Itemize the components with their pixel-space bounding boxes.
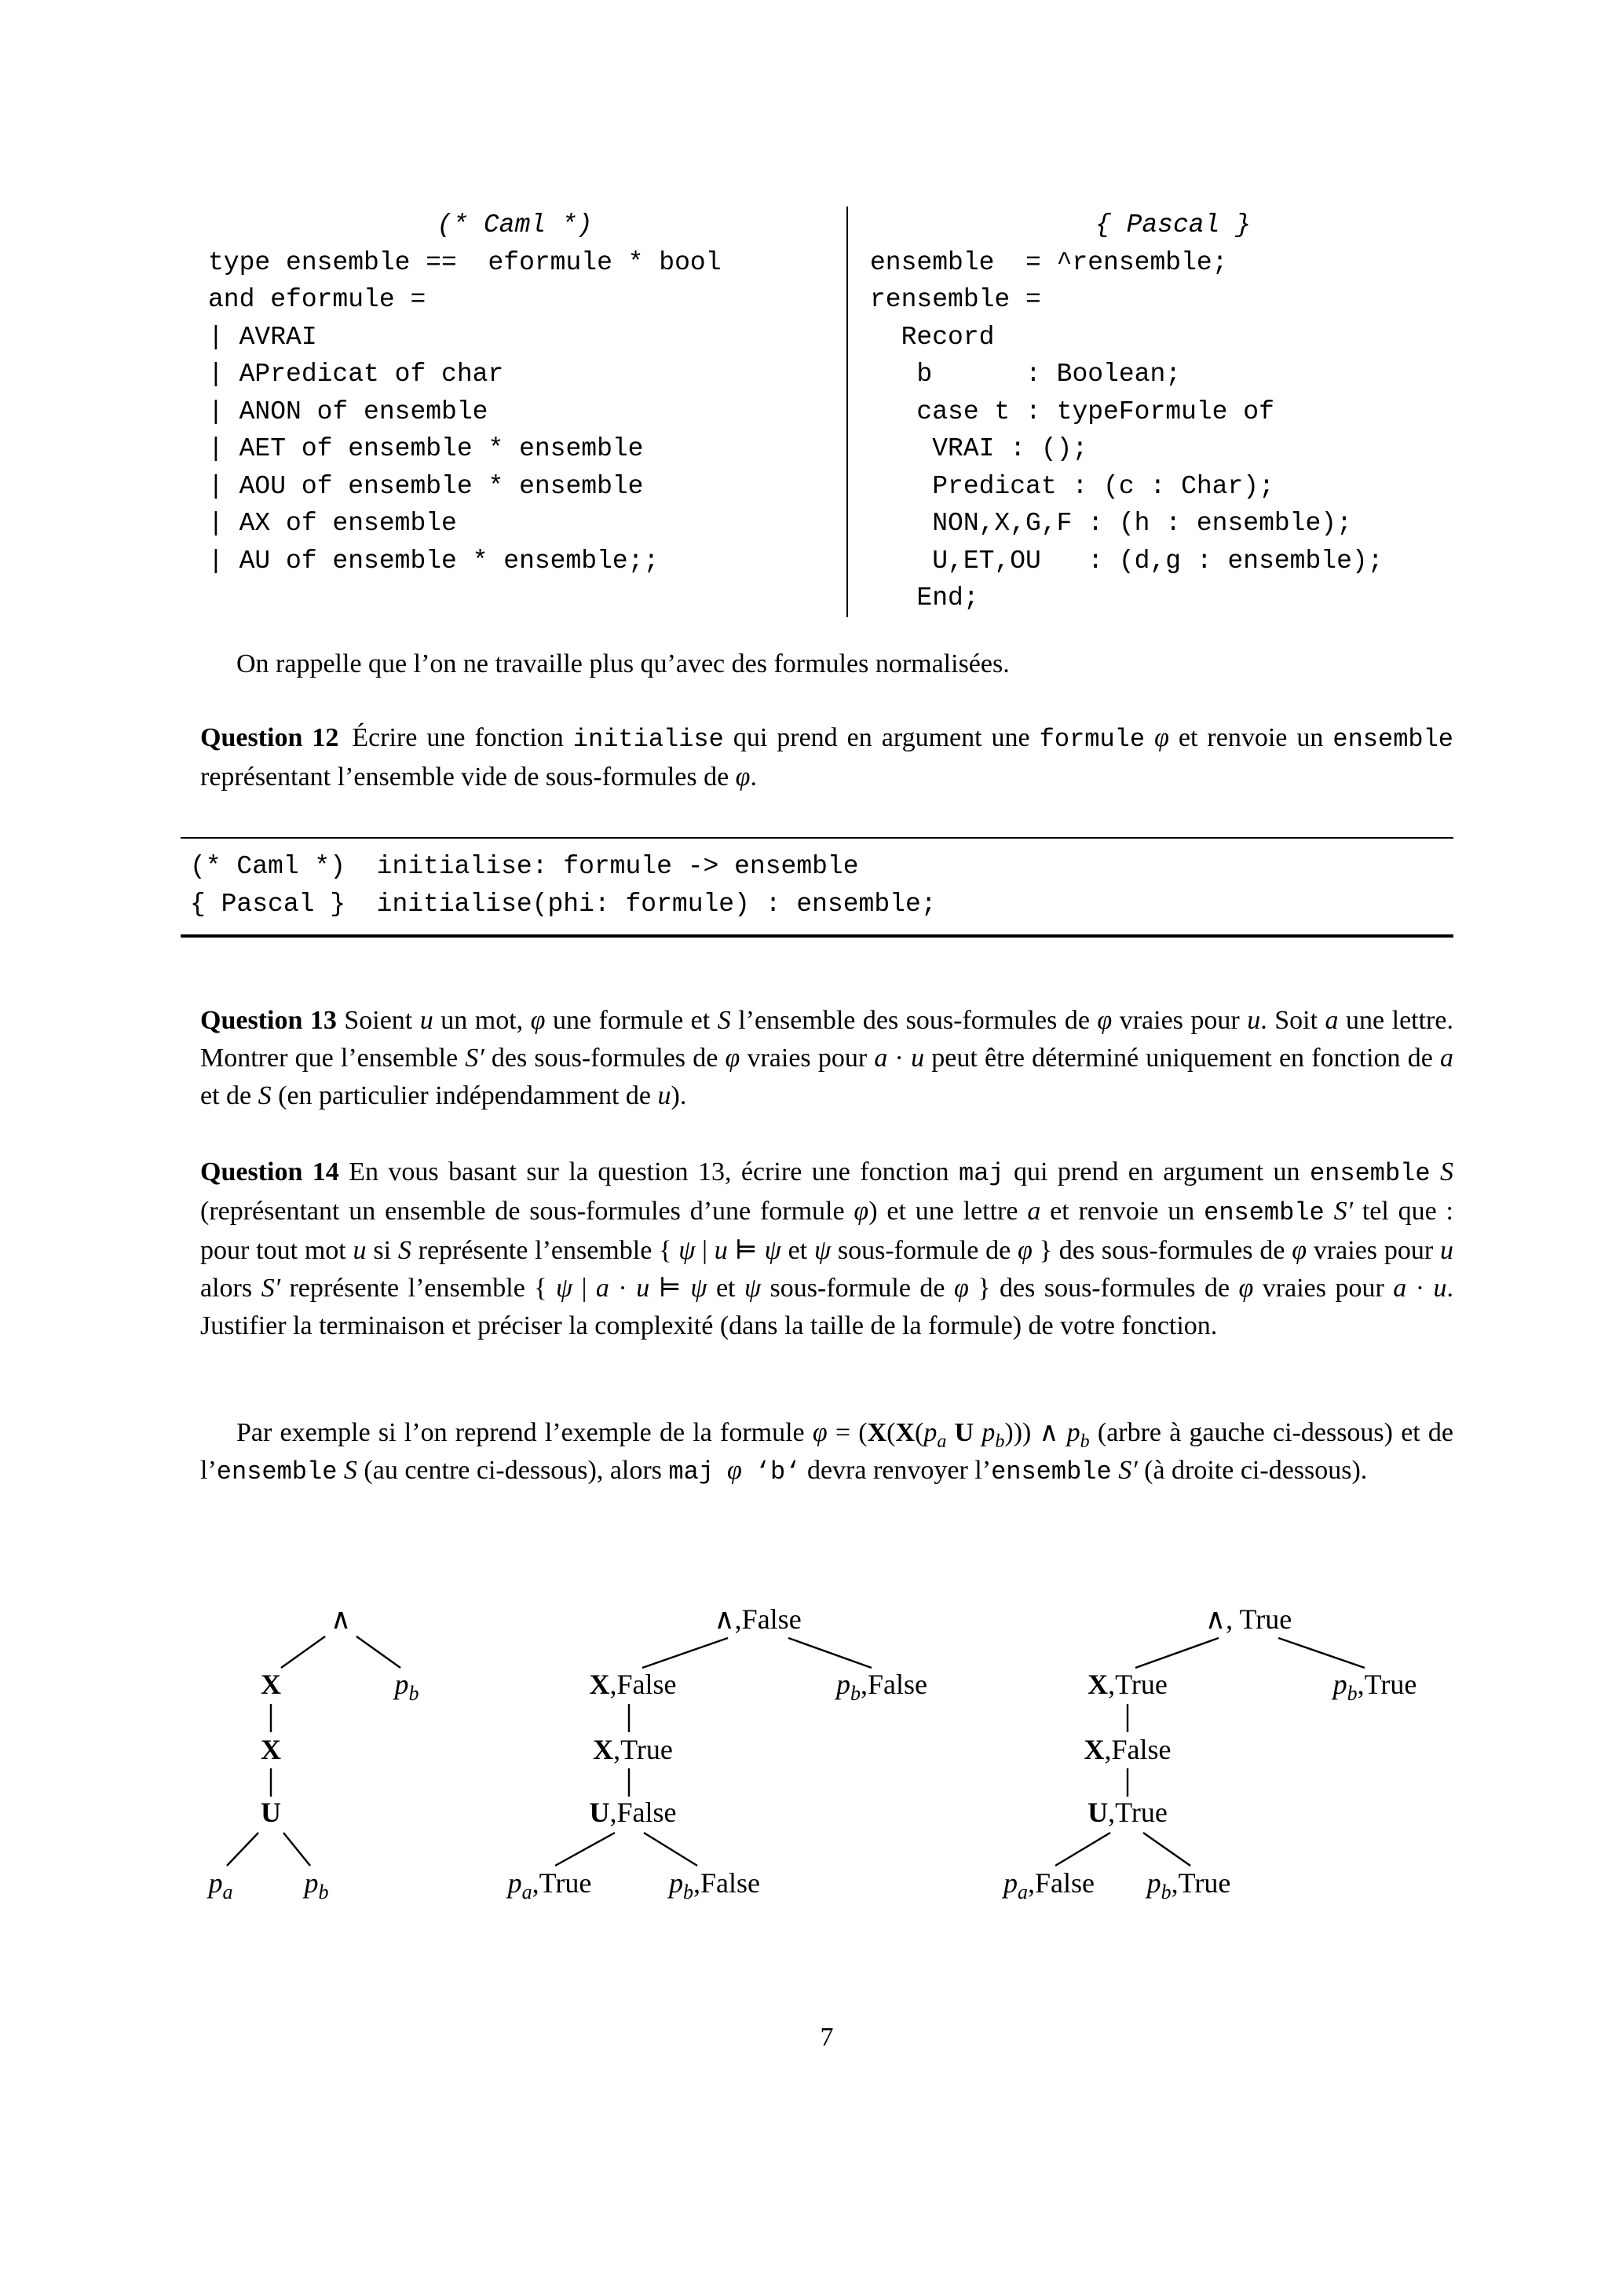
text-run <box>1431 1157 1440 1186</box>
text-run <box>714 1456 727 1485</box>
tree2-node-pb2: $p_b,False$ <box>669 1867 760 1904</box>
tree3-node-x2: X,False <box>1084 1734 1172 1765</box>
text-run: a <box>595 1274 609 1303</box>
text-run: ))) ∧ <box>1004 1418 1067 1447</box>
text-run: ( <box>915 1418 924 1447</box>
text-run: On rappelle que l’on ne travaille plus qu’avec des formules normalisées. <box>236 649 1010 678</box>
text-run: une lettre. Montrer que l’ensemble <box>200 1006 1453 1073</box>
text-run: ensemble <box>216 1457 338 1486</box>
text-run: φ <box>812 1418 828 1447</box>
text-run: l’ensemble des sous-formules de <box>730 1006 1098 1035</box>
tree2-node-pb1: $p_b,False$ <box>836 1669 927 1706</box>
code-line: case t : typeFormule of <box>870 397 1274 426</box>
text-run: ψ <box>690 1274 707 1303</box>
tree3-node-pa: $p_a,False$ <box>1003 1867 1095 1904</box>
text-run: φ <box>1238 1274 1254 1303</box>
code-line: | APredicat of char <box>208 360 504 389</box>
tree3-node-pb1: $p_b,True$ <box>1332 1669 1417 1706</box>
tree1-node-pa: $p_a$ <box>208 1867 233 1904</box>
tree2-root-and: ∧,False <box>714 1603 802 1635</box>
caml-header: (* Caml *) <box>437 210 593 239</box>
text-run: S <box>717 1006 731 1035</box>
text-run: u <box>1247 1006 1261 1035</box>
caml-code-lines <box>183 244 846 580</box>
text-run: tel que : pour tout mot <box>200 1197 1453 1265</box>
code-line: { Pascal } initialise(phi: formule) : ensemble; <box>190 890 937 919</box>
text-run: . Justifier la terminaison et préciser la complexité (dans la taille de la formule) de votre fonction. <box>200 1274 1453 1340</box>
text-run: | <box>572 1274 596 1303</box>
text-run: ( <box>886 1418 896 1447</box>
text-run: (au centre ci-dessous), alors <box>356 1456 669 1485</box>
code-line: type ensemble == eformule * bool <box>208 247 722 277</box>
tree2-node-x2: X,True <box>593 1734 673 1765</box>
tree3-node-x1: X,True <box>1087 1669 1168 1700</box>
text-run: S <box>343 1456 357 1485</box>
text-run: maj <box>668 1457 715 1486</box>
text-run: peut être déterminé uniquement en fonction de <box>924 1044 1441 1073</box>
text-run: S′ <box>1118 1456 1138 1485</box>
page-number: 7 <box>820 2023 834 2052</box>
text-run: · <box>887 1044 912 1073</box>
signature-lines <box>190 848 1453 923</box>
code-line: and eformule = <box>208 285 426 314</box>
tree3-root-and: ∧, True <box>1204 1603 1292 1635</box>
syntax-trees-diagram <box>181 1594 1484 1940</box>
code-line: | AU of ensemble * ensemble;; <box>208 546 660 576</box>
text-run: si <box>366 1236 398 1265</box>
text-run: a <box>1027 1197 1041 1226</box>
text-run: u <box>911 1044 925 1073</box>
text-run: p <box>1066 1418 1080 1447</box>
text-run: S′ <box>465 1044 484 1073</box>
text-run: formule <box>1039 725 1146 754</box>
code-line: Record <box>870 322 995 352</box>
text-run: et renvoie un <box>1168 723 1333 752</box>
text-run: S′ <box>261 1274 280 1303</box>
code-line: | AOU of ensemble * ensemble <box>208 471 644 501</box>
text-run: a <box>1393 1274 1407 1303</box>
reminder-text <box>200 645 1453 683</box>
tree2-node-pa: $p_a,True$ <box>507 1867 592 1904</box>
text-run: Soient <box>336 1006 420 1035</box>
code-line: | AVRAI <box>208 322 317 352</box>
text-run: ψ <box>744 1274 762 1303</box>
tree-edge <box>281 1636 325 1668</box>
tree2-node-u: U,False <box>589 1797 677 1828</box>
text-run: vraies pour <box>1112 1006 1248 1035</box>
tree2-node-x1: X,False <box>589 1669 677 1700</box>
text-run: S <box>258 1081 272 1110</box>
code-line: b : Boolean; <box>870 360 1182 389</box>
pascal-header: { Pascal } <box>1095 210 1252 239</box>
initialise-signature-block <box>181 837 1453 938</box>
text-run <box>1112 1456 1119 1485</box>
text-run: ⊨ <box>727 1236 765 1265</box>
text-run: ensemble <box>1204 1198 1325 1227</box>
text-run: (en particulier indépendamment de <box>271 1081 658 1110</box>
text-run: et <box>780 1236 814 1265</box>
code-line: Predicat : (c : Char); <box>870 471 1274 501</box>
code-line: VRAI : (); <box>870 434 1088 463</box>
text-run: φ <box>1154 723 1169 752</box>
text-run: et renvoie un <box>1040 1197 1204 1226</box>
question-12 <box>200 719 1453 796</box>
text-run: alors <box>200 1274 261 1303</box>
text-run: φ <box>1097 1006 1113 1035</box>
text-run: Question 14 <box>200 1157 339 1186</box>
tree1-node-u: U <box>261 1797 281 1828</box>
text-run: ⊨ <box>649 1274 691 1303</box>
text-run: u <box>353 1236 367 1265</box>
text-run: (arbre à gauche ci-dessous) et de l’ <box>200 1418 1454 1485</box>
text-run: u <box>714 1236 728 1265</box>
text-run <box>946 1418 954 1447</box>
code-line: U,ET,OU : (d,g : ensemble); <box>870 546 1384 576</box>
text-run <box>1145 723 1154 752</box>
text-run: Question 12 <box>200 723 339 752</box>
text-run: | <box>695 1236 715 1265</box>
text-run: a <box>1440 1044 1454 1073</box>
text-run: · <box>1406 1274 1434 1303</box>
tree1-node-x2: X <box>261 1734 281 1765</box>
text-run: φ <box>953 1274 969 1303</box>
text-run: sous-formule de <box>831 1236 1018 1265</box>
tree1-node-x1: X <box>261 1669 281 1700</box>
text-run: u <box>657 1081 671 1110</box>
question-14 <box>200 1153 1453 1345</box>
text-run: S <box>1440 1157 1454 1186</box>
text-run: qui prend en argument une <box>723 723 1040 752</box>
text-run: S′ <box>1333 1197 1353 1226</box>
text-run: initialise <box>572 725 724 754</box>
text-run: ψ <box>764 1236 781 1265</box>
text-run: (à droite ci-dessous). <box>1137 1456 1368 1485</box>
code-line: (* Caml *) initialise: formule -> ensemble <box>190 852 859 881</box>
text-run: a <box>937 1431 947 1452</box>
code-line: ensemble = ^rensemble; <box>870 247 1228 277</box>
text-run: Écrire une fonction <box>338 723 573 752</box>
text-run: En vous basant sur la question 13, écrire une fonction <box>338 1157 959 1186</box>
question-13 <box>200 1002 1453 1115</box>
text-run: Par exemple si l’on reprend l’exemple de la formule <box>236 1418 813 1447</box>
text-run: ψ <box>678 1236 696 1265</box>
tree3-node-pb2: $p_b,True$ <box>1146 1867 1231 1904</box>
text-run: b <box>1080 1431 1090 1452</box>
text-run: et <box>707 1274 744 1303</box>
text-run: p <box>981 1418 996 1447</box>
text-run: représente l’ensemble { <box>280 1274 557 1303</box>
tree1-node-pb2: $p_b$ <box>304 1867 329 1904</box>
text-run: un mot, <box>433 1006 531 1035</box>
text-run: φ <box>530 1006 546 1035</box>
text-run: représentant l’ensemble vide de sous-formules de <box>200 762 736 792</box>
text-run: qui prend en argument un <box>1003 1157 1310 1186</box>
text-run <box>974 1418 981 1447</box>
text-run <box>337 1456 344 1485</box>
text-run: vraies pour <box>1253 1274 1394 1303</box>
text-run: u <box>419 1006 433 1035</box>
text-run: sous-formule de <box>761 1274 954 1303</box>
text-run: · <box>609 1274 637 1303</box>
tree3-node-u: U,True <box>1087 1797 1168 1828</box>
text-run <box>742 1456 755 1485</box>
text-run: et de <box>200 1081 258 1110</box>
tree-edge <box>356 1636 400 1668</box>
text-run: u <box>1439 1236 1453 1265</box>
tree-edge <box>283 1833 310 1866</box>
text-run: une formule et <box>545 1006 718 1035</box>
text-run: Question 13 <box>200 1006 337 1035</box>
code-line: | AX of ensemble <box>208 509 457 538</box>
text-run: vraies pour <box>740 1044 875 1073</box>
code-line: rensemble = <box>870 285 1041 314</box>
text-run: des sous-formules de <box>484 1044 726 1073</box>
text-run: maj <box>959 1159 1004 1188</box>
code-line: NON,X,G,F : (h : ensemble); <box>870 509 1352 538</box>
text-run: φ <box>1292 1236 1307 1265</box>
text-run <box>1325 1197 1334 1226</box>
text-run: ensemble <box>991 1457 1112 1486</box>
text-run: ). <box>671 1081 687 1110</box>
text-run: ψ <box>556 1274 573 1303</box>
tree1-root-and: ∧ <box>330 1603 352 1635</box>
caml-code-column <box>183 207 846 617</box>
text-run: représente l’ensemble { <box>411 1236 679 1265</box>
text-run: (représentant un ensemble de sous-formules d’une formule <box>200 1197 854 1226</box>
text-run: . Soit <box>1260 1006 1325 1035</box>
text-run: } des sous-formules de <box>968 1274 1239 1303</box>
text-run: p <box>923 1418 938 1447</box>
example-paragraph <box>200 1414 1453 1491</box>
code-line: | AET of ensemble * ensemble <box>208 434 644 463</box>
pascal-code-lines <box>870 244 1476 617</box>
text-run: a <box>874 1044 888 1073</box>
code-line: End; <box>870 583 979 612</box>
tree-edge <box>227 1833 258 1866</box>
text-run: φ <box>727 1456 742 1485</box>
text-run: ) et une lettre <box>868 1197 1028 1226</box>
text-run: U <box>954 1418 974 1447</box>
tree1-node-pb1: $p_b$ <box>394 1669 419 1706</box>
text-run: b <box>995 1431 1005 1452</box>
text-run: φ <box>735 762 751 792</box>
text-run: S <box>397 1236 411 1265</box>
text-run: ‘b‘ <box>755 1457 801 1486</box>
text-run: X <box>895 1418 916 1447</box>
text-run: u <box>1433 1274 1447 1303</box>
text-run: . <box>750 762 757 792</box>
text-run: X <box>867 1418 887 1447</box>
text-run: a <box>1325 1006 1339 1035</box>
text-run: = ( <box>827 1418 868 1447</box>
text-run: u <box>636 1274 650 1303</box>
text-run: ensemble <box>1332 725 1453 754</box>
text-run: } des sous-formules de <box>1032 1236 1292 1265</box>
text-run: φ <box>1018 1236 1033 1265</box>
type-definitions-code-block <box>183 207 1476 617</box>
text-run: ensemble <box>1309 1159 1431 1188</box>
text-run: ψ <box>813 1236 832 1265</box>
pascal-code-column <box>846 207 1476 617</box>
text-run: φ <box>854 1197 869 1226</box>
text-run: devra renvoyer l’ <box>800 1456 992 1485</box>
text-run: vraies pour <box>1307 1236 1440 1265</box>
code-line: | ANON of ensemble <box>208 397 488 426</box>
text-run: φ <box>725 1044 740 1073</box>
